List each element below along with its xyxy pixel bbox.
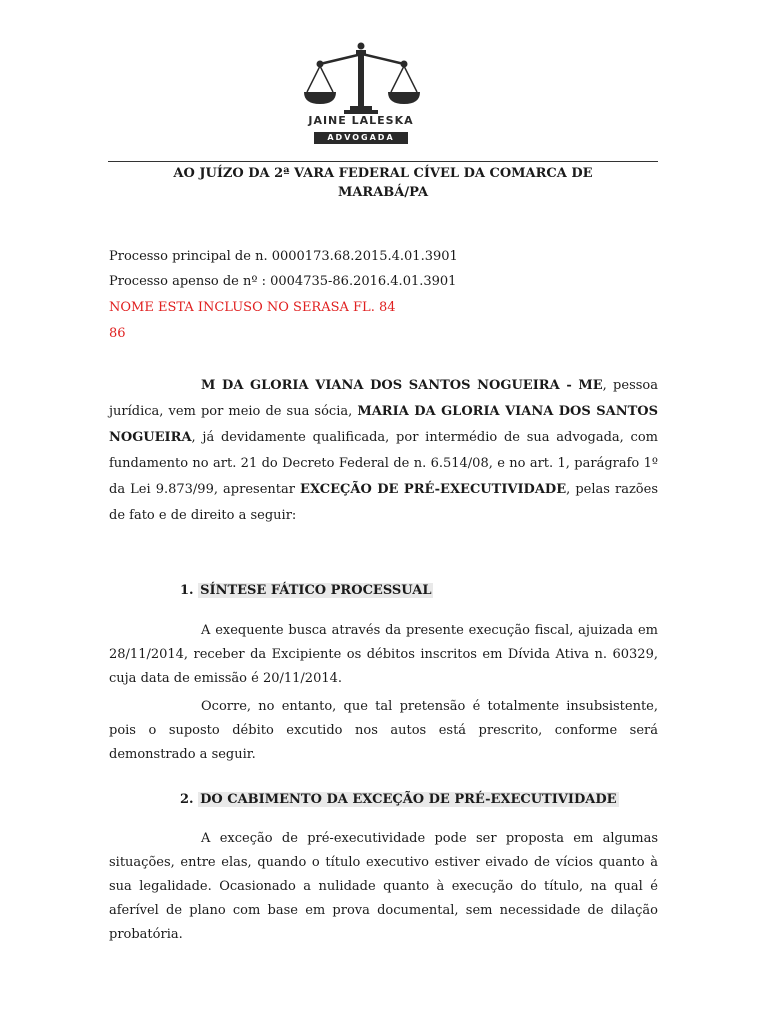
section-1-title: SÍNTESE FÁTICO PROCESSUAL [200, 583, 432, 598]
serasa-note-page: 86 [109, 326, 126, 341]
document-heading [108, 164, 658, 202]
company-name: M DA GLORIA VIANA DOS SANTOS NOGUEIRA - ME [201, 378, 603, 393]
section-1-heading: 1. SÍNTESE FÁTICO PROCESSUAL [180, 583, 432, 598]
section-2-heading: 2. DO CABIMENTO DA EXCEÇÃO DE PRÉ-EXECUTIVIDADE [180, 792, 617, 807]
header-divider [108, 161, 658, 162]
scales-of-justice-icon [300, 40, 422, 116]
partner-name: MARIA DA GLORIA VIANA DOS SANTOS NOGUEIRA [109, 404, 658, 445]
serasa-note: NOME ESTA INCLUSO NO SERASA FL. 84 [109, 300, 396, 315]
annex-process-number: Processo apenso de nº : 0004735-86.2016.4.01.3901 [109, 274, 457, 289]
law-firm-logo [300, 40, 422, 152]
main-process-number: Processo principal de n. 0000173.68.2015.4.01.3901 [109, 249, 458, 264]
logo-name: JAINE LALESKA [308, 114, 414, 127]
section-1-paragraph-2: Ocorre, no entanto, que tal pretensão é totalmente insubsistente, pois o suposto débito excutido nos autos está prescrito, conforme será demonstrado a seguir. [109, 699, 658, 762]
logo-subtitle: ADVOGADA [314, 132, 408, 144]
heading-line-1: AO JUÍZO DA 2ª VARA FEDERAL CÍVEL DA COMARCA DE [173, 166, 593, 181]
section-2-paragraph-1: A exceção de pré-executividade pode ser proposta em algumas situações, entre elas, quando o título executivo estiver eivado de vícios quanto à sua legalidade. Ocasionado a nulidade quanto à execução do título, na qual é aferível de plano com base em prova documental, sem necessidade de dilação probatória. [109, 831, 658, 942]
action-name: EXCEÇÃO DE PRÉ-EXECUTIVIDADE [300, 482, 567, 497]
section-1-paragraph-1: A exequente busca através da presente execução fiscal, ajuizada em 28/11/2014, receber da Excipiente os débitos inscritos em Dívida Ativa n. 60329, cuja data de emissão é 20/11/2014. [109, 623, 658, 686]
heading-line-2: MARABÁ/PA [337, 185, 429, 200]
section-2-title: DO CABIMENTO DA EXCEÇÃO DE PRÉ-EXECUTIVIDADE [200, 792, 617, 807]
intro-paragraph: M DA GLORIA VIANA DOS SANTOS NOGUEIRA - ME, pessoa jurídica, vem por meio de sua sócia, MARIA DA GLORIA VIANA DOS SANTOS NOGUEIRA, já devidamente qualificada, por intermédio de sua advogada, com fundamento no art. 21 do Decreto Federal de n. 6.514/08, e no art. 1, parágrafo 1º da Lei 9.873/99, apresentar EXCEÇÃO DE PRÉ-EXECUTIVIDADE, pelas razões de fato e de direito a seguir: [109, 378, 658, 523]
